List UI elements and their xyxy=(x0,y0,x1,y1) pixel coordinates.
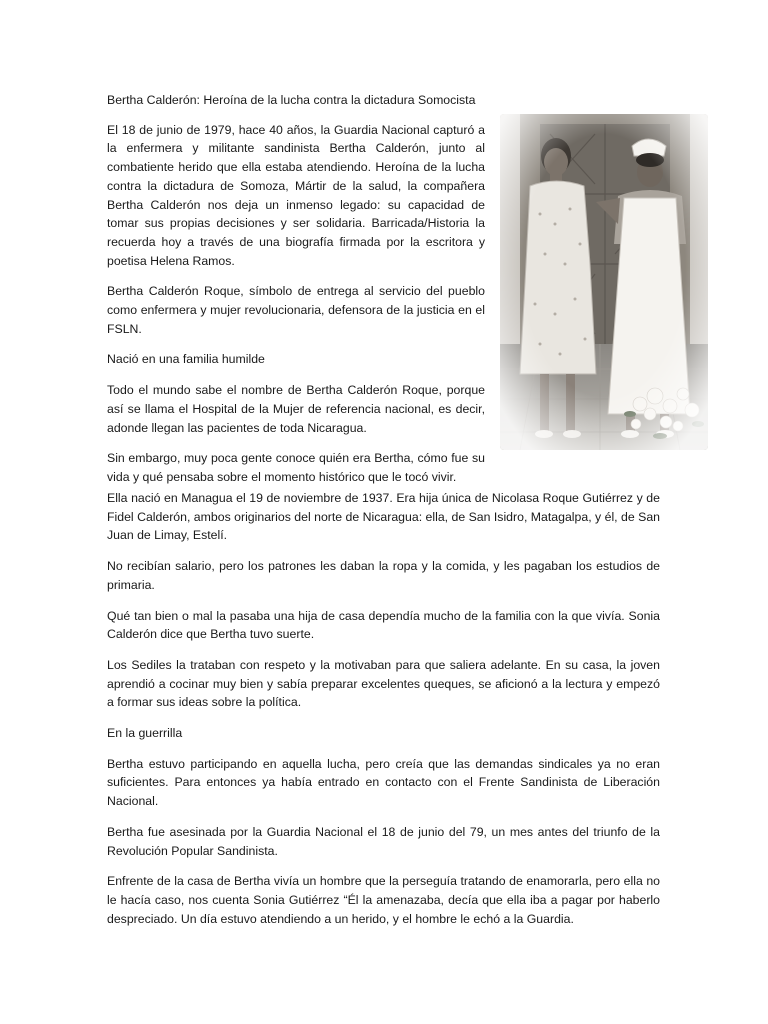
body-paragraph: Enfrente de la casa de Bertha vivía un hombre que la perseguía tratando de enamorarla, pero ella no le hacía caso, nos cuenta Sonia Gutiérrez “Él la amenazaba, decía que ella iba a pagar por haberlo despreciado. Un día estuvo atendiendo a un herido, y el hombre le echó a la Guardia. xyxy=(107,874,660,926)
section-heading: Nació en una familia humilde xyxy=(107,352,265,367)
narrow-column xyxy=(107,91,485,499)
historical-photo xyxy=(500,114,708,450)
two-women-photo-illustration xyxy=(500,114,708,450)
body-paragraph: Ella nació en Managua el 19 de noviembre de 1937. Era hija única de Nicolasa Roque Gutiérrez y de Fidel Calderón, ambos originarios del norte de Nicaragua: ella, de San Isidro, Matagalpa, y él, de San Juan de Limay, Estelí. xyxy=(107,491,660,543)
body-paragraph: Bertha estuvo participando en aquella lucha, pero creía que las demandas sindicales ya no eran suficientes. Para entonces ya había entrado en contacto con el Frente Sandinista de Liberación Nacional. xyxy=(107,756,660,809)
intro-paragraph: Bertha Calderón Roque, símbolo de entrega al servicio del pueblo como enfermera y mujer revolucionaria, defensora de la justicia en el FSLN. xyxy=(107,284,485,336)
body-paragraph: Los Sediles la trataban con respeto y la motivaban para que saliera adelante. En su casa, la joven aprendió a cocinar muy bien y sabía preparar excelentes queques, se aficionó a la lectura y empezó a formar sus ideas sobre la política. xyxy=(107,657,660,710)
body-paragraph: Todo el mundo sabe el nombre de Bertha Calderón Roque, porque así se llama el Hospital de la Mujer de referencia nacional, es decir, adonde llegan las pacientes de toda Nicaragua. xyxy=(107,383,485,435)
body-paragraph: Sin embargo, muy poca gente conoce quién era Bertha, cómo fue su vida y qué pensaba sobre el momento histórico que le tocó vivir. xyxy=(107,451,485,484)
body-paragraph: Qué tan bien o mal la pasaba una hija de casa dependía mucho de la familia con la que vivía. Sonia Calderón dice que Bertha tuvo suerte. xyxy=(107,608,660,642)
article-title: Bertha Calderón: Heroína de la lucha contra la dictadura Somocista xyxy=(107,93,476,107)
section-heading: En la guerrilla xyxy=(107,726,183,741)
intro-paragraph: El 18 de junio de 1979, hace 40 años, la Guardia Nacional capturó a la enfermera y militante sandinista Bertha Calderón, junto al combatiente herido que ella estaba atendiendo. Heroína de la lucha contra la dictadura de Somoza, Mártir de la salud, la compañera Bertha Calderón nos deja un inmenso legado: su capacidad de tomar sus propias decisiones y ser solidaria. Barricada/Historia la recuerda hoy a través de una biografía firmada por la escritora y poetisa Helena Ramos. xyxy=(107,122,485,268)
body-paragraph: No recibían salario, pero los patrones les daban la ropa y la comida, y les pagaban los estudios de primaria. xyxy=(107,559,660,592)
body-paragraph: Bertha fue asesinada por la Guardia Nacional el 18 de junio del 79, un mes antes del triunfo de la Revolución Popular Sandinista. xyxy=(107,824,660,858)
wide-column xyxy=(107,489,660,940)
